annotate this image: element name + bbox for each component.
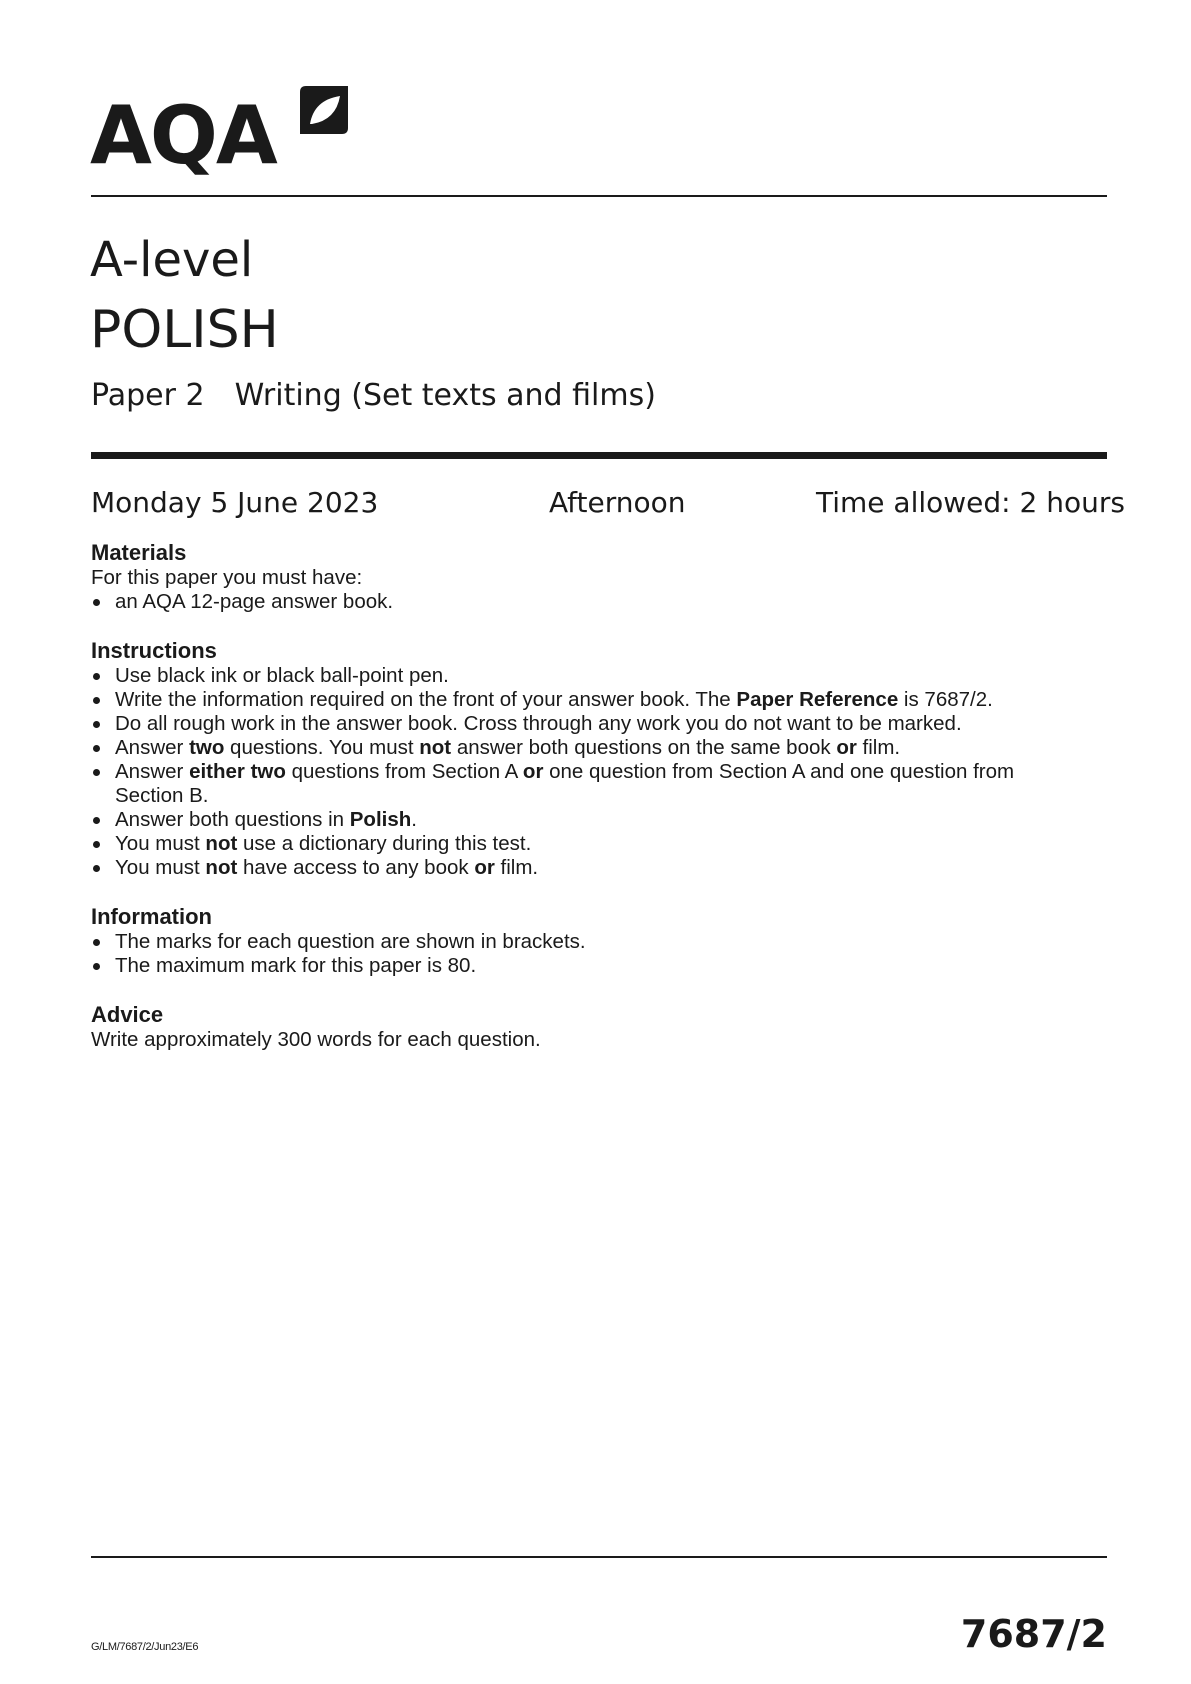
list-item: an AQA 12-page answer book.: [91, 590, 393, 614]
time-allowed: Time allowed: 2 hours: [816, 486, 1125, 519]
aqa-logo: [90, 86, 360, 186]
exam-date: Monday 5 June 2023: [91, 486, 379, 519]
materials-heading: Materials: [91, 540, 187, 565]
materials-section: [91, 540, 393, 614]
advice-heading: Advice: [91, 1002, 164, 1027]
information-section: [91, 904, 586, 978]
list-item: You must not have access to any book or film.: [91, 856, 1075, 880]
paper-reference: 7687/2: [960, 1612, 1107, 1656]
header-divider: [91, 195, 1107, 197]
advice-section: [91, 1002, 541, 1052]
paper-number: Paper 2: [91, 378, 205, 413]
footer-divider: [91, 1556, 1107, 1558]
materials-intro: For this paper you must have:: [91, 566, 363, 589]
title-divider: [91, 452, 1107, 459]
materials-list: [91, 590, 393, 614]
information-heading: Information: [91, 904, 212, 929]
list-item: Do all rough work in the answer book. Cross through any work you do not want to be marked.: [91, 712, 1075, 736]
paper-title-line: [91, 378, 656, 414]
logo-text: AQA: [90, 89, 276, 182]
list-item: Answer two questions. You must not answer both questions on the same book or film.: [91, 736, 1075, 760]
list-item: Use black ink or black ball-point pen.: [91, 664, 1075, 688]
list-item: You must not use a dictionary during this test.: [91, 832, 1075, 856]
subject-title: POLISH: [90, 300, 279, 360]
list-item: Answer either two questions from Section A or one question from Section A and one question from Section B.: [91, 760, 1075, 808]
advice-text: Write approximately 300 words for each question.: [91, 1028, 541, 1051]
instructions-list: [91, 664, 1075, 880]
exam-session: Afternoon: [549, 486, 686, 519]
qualification-level: A-level: [90, 232, 254, 288]
paper-title: Writing (Set texts and films): [234, 378, 656, 413]
list-item: Answer both questions in Polish.: [91, 808, 1075, 832]
leaf-icon: [300, 86, 348, 134]
information-list: [91, 930, 586, 978]
instructions-heading: Instructions: [91, 638, 217, 663]
list-item: Write the information required on the front of your answer book. The Paper Reference is 7687/2.: [91, 688, 1075, 712]
list-item: The marks for each question are shown in brackets.: [91, 930, 586, 954]
document-code: G/LM/7687/2/Jun23/E6: [91, 1641, 199, 1653]
instructions-section: [91, 638, 1075, 880]
list-item: The maximum mark for this paper is 80.: [91, 954, 586, 978]
